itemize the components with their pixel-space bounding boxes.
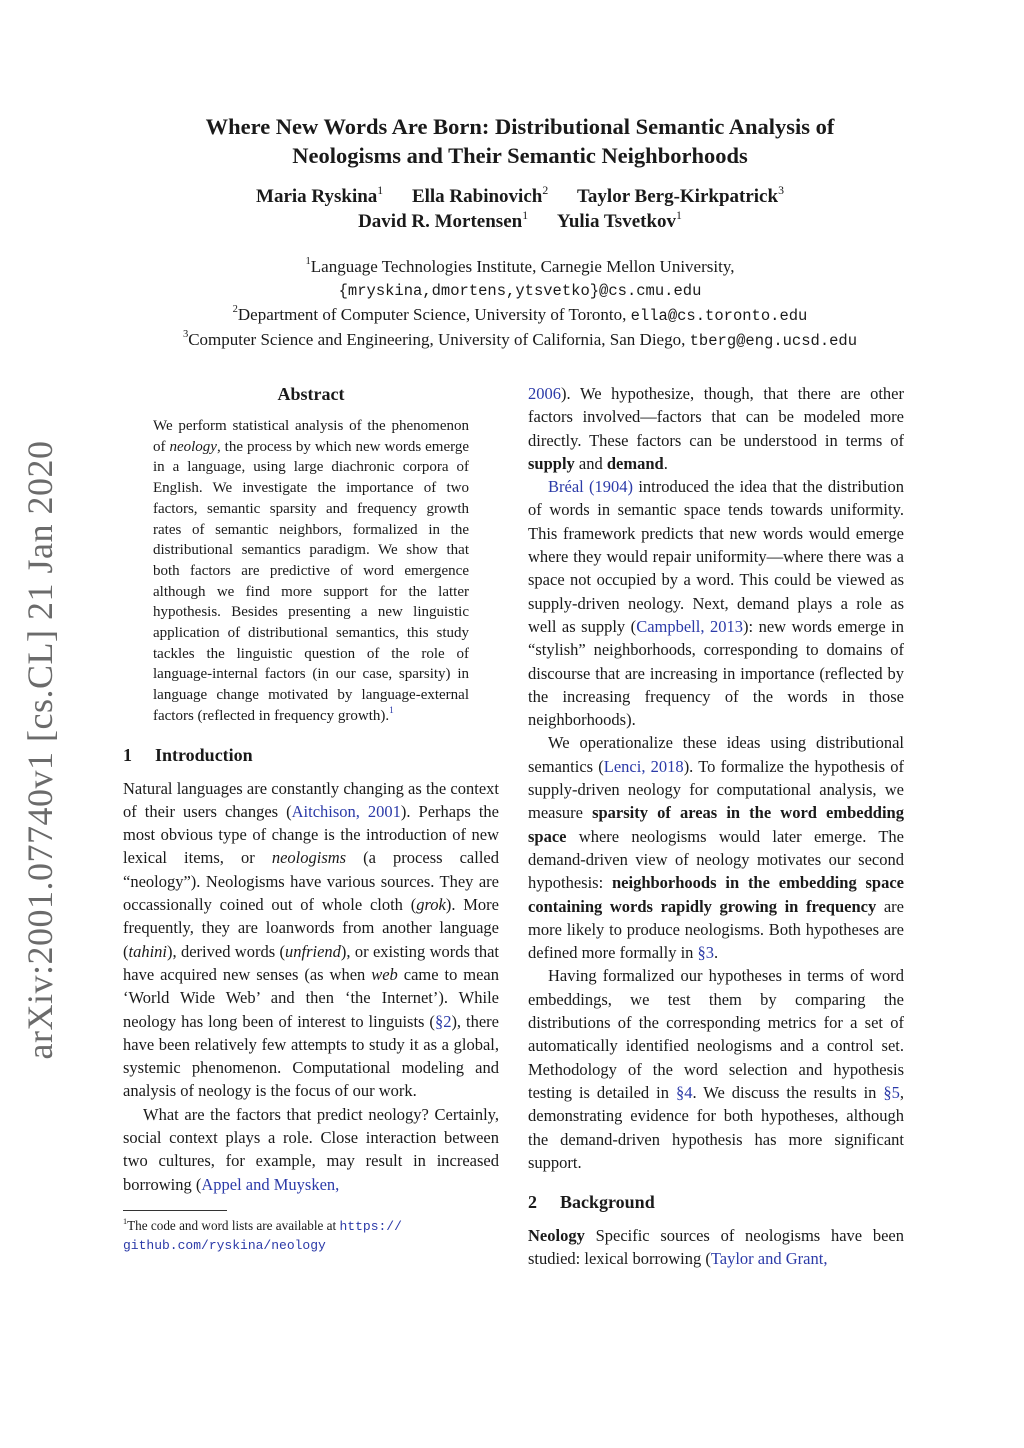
footnote-url-part-1[interactable]: https:// — [339, 1218, 402, 1234]
author-1: Maria Ryskina$^1$ — [256, 183, 384, 207]
author-row-2 — [120, 209, 920, 234]
citation-appel-muysken[interactable]: Appel and Muysken, — [201, 1174, 340, 1194]
citation-aitchison[interactable]: Aitchison, 2001 — [291, 801, 401, 821]
citation-lenci[interactable]: Lenci, 2018 — [603, 756, 684, 776]
affiliation-2: $^2$Department of Computer Science, University of Toronto, ella@cs.toronto.edu — [232, 304, 808, 325]
affiliations — [100, 255, 940, 353]
affiliation-3: $^3$Computer Science and Engineering, University of California, San Diego, tberg@eng.ucsd.edu — [182, 329, 858, 350]
author-list — [120, 184, 920, 234]
left-column — [123, 382, 499, 1255]
right-paragraph-1: 2006). We hypothesize, though, that there are other factors involved—factors that can be modeled more directly. These factors can be understood in terms of supply and demand. — [528, 384, 904, 473]
footnote-1: $^1$The code and word lists are available at https:// github.com/ryskina/neology — [123, 1216, 402, 1253]
citation-taylor-grant[interactable]: Taylor and Grant, — [710, 1249, 828, 1269]
section-introduction-heading: 1 Introduction — [123, 744, 253, 765]
author-4: David R. Mortensen$^1$ — [358, 208, 529, 232]
section-ref-5[interactable]: §5 — [883, 1082, 900, 1102]
title-line-1: Where New Words Are Born: Distributional Semantic Analysis of — [205, 114, 835, 139]
citation-campbell[interactable]: Campbell, 2013 — [636, 616, 743, 636]
intro-paragraph-2: What are the factors that predict neology? Certainly, social context plays a role. Close interaction between two cultures, for example, may result in increased borrowing (Appel and Muysken, — [123, 1104, 499, 1194]
right-paragraph-5: Neology Specific sources of neologisms have been studied: lexical borrowing (Taylor and Grant, — [528, 1226, 904, 1269]
arxiv-side-stamp — [10, 440, 70, 1060]
footnote-divider — [123, 1210, 227, 1211]
section-ref-3[interactable]: §3 — [697, 943, 715, 963]
author-5: Yulia Tsvetkov$^1$ — [556, 208, 682, 232]
author-2: Ella Rabinovich$^2$ — [411, 183, 549, 207]
right-column — [528, 382, 904, 1271]
affiliation-2-email[interactable]: ella@cs.toronto.edu — [630, 307, 808, 325]
paper-title — [120, 112, 920, 170]
arxiv-identifier: arXiv:2001.07740v1 [cs.CL] 21 Jan 2020 — [20, 440, 60, 1060]
section-ref-2[interactable]: §2 — [434, 1011, 452, 1031]
citation-appel-muysken-year[interactable]: 2006 — [528, 384, 561, 403]
right-paragraph-4: Having formalized our hypotheses in terms of word embeddings, we test them by comparing the distributions of the corresponding metrics for a set of automatically identified neologisms and a control set. Methodology of the word selection and hypothesis testing is detailed in §4. We discuss the results in §5, demonstrating evidence for both hypotheses, although the demand-driven hypothesis has more significant support. — [528, 966, 905, 1172]
right-paragraph-3: We operationalize these ideas using distributional semantics (Lenci, 2018). To formalize the hypothesis of supply-driven neology for computational analysis, we measure sparsity of areas in the word embedding space where neologisms would later emerge. The demand-driven view of neology motivates our second hypothesis: neighborhoods in the embedding space containing words rapidly growing in frequency are more likely to produce neologisms. Both hypotheses are defined more formally in §3. — [528, 733, 905, 963]
abstract-text: We perform statistical analysis of the phenomenon of neology, the process by which new words emerge in a language, using large diachronic corpora of English. We investigate the importance of two factors, semantic sparsity and frequency growth rates of semantic neighbors, formalized in the distributional semantics paradigm. We show that both factors are predictive of word emergence although we find more support for the latter hypothesis. Besides presenting a new linguistic application of distributional semantics, this study tackles the linguistic question of the role of language-internal factors (in our case, sparsity) in language change motivated by language-external factors (reflected in frequency growth).$^1$ — [153, 418, 469, 724]
right-paragraph-2: Bréal (1904) introduced the idea that the distribution of words in semantic space tends towards uniformity. This framework predicts that new words would emerge where they would repair uniformity—where there was a space not occupied by a word. This could be viewed as supply-driven neology. Next, demand plays a role as well as supply (Campbell, 2013): new words emerge in “stylish” neighborhoods, corresponding to domains of discourse that are increasing in importance (reflected by the increasing frequency of the words in those neighborhoods). — [528, 477, 905, 730]
intro-paragraph-1: Natural languages are constantly changing as the context of their users changes (Aitchison, 2001). Perhaps the most obvious type of change is the introduction of new lexical items, or neologisms (a process called “neology”). Neologisms have various sources. They are occassionally coined out of whole cloth (grok). More frequently, they are loanwords from another language (tahini), derived words (unfriend), or existing words that have acquired new senses (as when web came to mean ‘World Wide Web’ and then ‘the Internet’). While neology has long been of interest to linguists (§2), there have been relatively few attempts to study it as a global, systemic phenomenon. Computational modeling and analysis of neology is the focus of our work. — [123, 778, 500, 1101]
section-ref-4[interactable]: §4 — [675, 1082, 693, 1102]
footnote-1-marker[interactable]: 1 — [389, 705, 394, 716]
abstract-heading: Abstract — [277, 384, 345, 404]
citation-breal[interactable]: Bréal (1904) — [548, 477, 634, 497]
affiliation-1: $^1$Language Technologies Institute, Carnegie Mellon University, — [305, 256, 735, 276]
affiliation-3-email[interactable]: tberg@eng.ucsd.edu — [689, 332, 858, 350]
section-background-heading: 2 Background — [528, 1192, 655, 1213]
title-line-2: Neologisms and Their Semantic Neighborhoods — [292, 143, 748, 168]
footnote-url-part-2[interactable]: github.com/ryskina/neology — [123, 1237, 326, 1253]
affiliation-1-email[interactable]: {mryskina,dmortens,ytsvetko}@cs.cmu.edu — [338, 282, 702, 300]
author-3: Taylor Berg-Kirkpatrick$^3$ — [576, 183, 784, 207]
author-row-1 — [120, 184, 920, 209]
